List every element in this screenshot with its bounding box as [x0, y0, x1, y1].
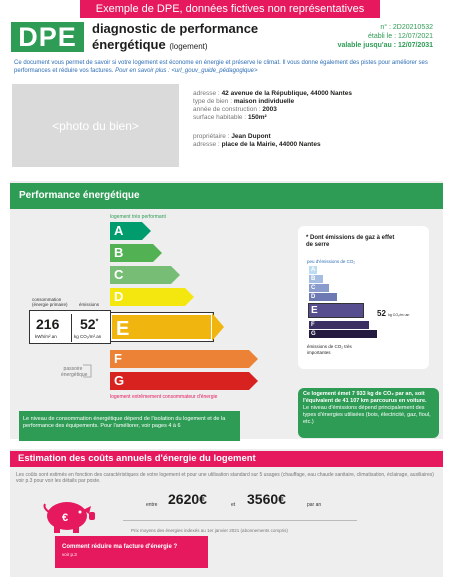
- title-line-1: diagnostic de performance: [92, 21, 259, 36]
- energy-class-e-current: E: [110, 313, 213, 341]
- surface-value: 150m²: [247, 114, 267, 121]
- emissions-value: [80, 316, 98, 332]
- cost-high: 3560€: [247, 491, 286, 507]
- established-date: établi le : 12/07/2021: [368, 33, 433, 40]
- property-details: [193, 90, 352, 149]
- document-number: n° : 2D20210532: [380, 24, 433, 31]
- ges-class-a: A: [311, 267, 316, 273]
- piggy-bank-icon: [39, 498, 97, 539]
- owner-address-label: adresse :: [193, 141, 220, 148]
- owner-label: propriétaire :: [193, 133, 230, 140]
- consumption-value: 216: [36, 316, 60, 332]
- property-photo: <photo du bien>: [12, 84, 179, 167]
- costs-heading: Estimation des coûts annuels d'énergie du logement: [10, 451, 443, 467]
- ges-card: [298, 226, 429, 369]
- passoire-bracket-icon: [83, 364, 123, 378]
- costs-footnote: Prix moyens des énergies indexés au 1er janvier 2021 (abonnements compris): [131, 528, 288, 533]
- owner-value: Jean Dupont: [231, 133, 271, 140]
- intro-text: [14, 59, 440, 75]
- ges-value-number: 52: [377, 309, 386, 318]
- emissions-star: *: [95, 318, 99, 326]
- emissions-note: [298, 388, 439, 438]
- energy-class-c: C: [110, 266, 171, 284]
- performance-heading: Performance énergétique: [10, 183, 443, 209]
- ges-bottom-label: émissions de CO₂ très importantes: [307, 344, 352, 355]
- ges-class-g: G: [309, 330, 377, 338]
- consumption-note: Le niveau de consommation énergétique dépend de l'isolation du logement et de la performance des équipements. Pour l'améliorer, voir pages 4 à 6: [19, 411, 240, 441]
- emissions-number: 52: [80, 316, 96, 332]
- consumption-label: [32, 297, 68, 307]
- consumption-label-1: consommation: [32, 297, 62, 302]
- consumption-divider: [71, 314, 72, 342]
- ges-value-unit: kg CO₂/m².an: [388, 313, 410, 317]
- energy-class-d: D: [110, 288, 185, 306]
- reduce-bill-question: Comment réduire ma facture d'énergie ?: [62, 544, 178, 550]
- emissions-unit: kg CO₂/m².an: [74, 334, 102, 339]
- document-meta: [338, 23, 433, 50]
- passoire-text: passoire énergétique: [61, 366, 88, 378]
- emissions-note-text: Le niveau d'émissions dépend principalement des types d'énergies utilisées (bois, électricité, gaz, fioul, etc.): [303, 405, 431, 425]
- title-line-2: [92, 37, 258, 55]
- consumption-unit: kWh/m².an: [35, 334, 57, 339]
- ges-class-d: D: [309, 293, 337, 301]
- year-label: année de construction :: [193, 106, 261, 113]
- ges-title: * Dont émissions de gaz à effet de serre: [306, 235, 395, 248]
- emissions-note-bold: Ce logement émet 7 933 kg de CO₂ par an, soit l'équivalent de 41 107 km parcourus en voiture.: [303, 391, 427, 404]
- range-and: et: [231, 502, 236, 508]
- costs-intro: Les coûts sont estimés en fonction des caractéristiques de votre logement et pour une utilisation standard sur 5 usages (chauffage, eau chaude sanitaire, climatisation, éclairage, auxiliaires) voir p.3 pour voir les détails par poste.: [16, 472, 434, 484]
- label-very-efficient: logement très performant: [110, 214, 166, 220]
- title-line-2-text: énergétique: [92, 37, 166, 52]
- ges-class-b: B: [309, 275, 323, 283]
- range-between: entre: [146, 502, 158, 508]
- cost-low: 2620€: [168, 491, 207, 507]
- dpe-logo: DPE: [11, 22, 84, 52]
- reduce-bill-page: voir p.3: [62, 552, 77, 557]
- ges-value: [377, 309, 409, 318]
- owner-address-value: place de la Mairie, 44000 Nantes: [221, 141, 321, 148]
- type-value: maison individuelle: [233, 98, 295, 105]
- ges-class-f: F: [309, 321, 369, 329]
- intro-link[interactable]: Pour en savoir plus : <url_gouv_guide_pédagogique>: [115, 68, 258, 74]
- emissions-label: émissions: [79, 302, 100, 307]
- address-label: adresse :: [193, 90, 220, 97]
- document-title: [92, 21, 258, 55]
- example-banner: Exemple de DPE, données fictives non représentatives: [80, 0, 380, 18]
- surface-label: surface habitable :: [193, 114, 247, 121]
- year-value: 2003: [262, 106, 277, 113]
- ges-class-e-current: E: [309, 304, 363, 317]
- intro-body: Ce document vous permet de savoir si votre logement est économe en énergie et préserve le climat. Il vous donne également des pistes pour améliorer ses performances et réduire vos factures.: [14, 60, 428, 74]
- label-very-consuming: logement extrêmement consommateur d'énergie: [110, 394, 218, 400]
- type-label: type de bien :: [193, 98, 233, 105]
- ges-subtitle: peu d'émissions de CO₂: [307, 259, 356, 264]
- energy-class-b: B: [110, 244, 153, 262]
- energy-class-g: G: [110, 372, 249, 390]
- title-suffix: (logement): [169, 42, 208, 51]
- consumption-label-2: (énergie primaire): [32, 302, 68, 307]
- svg-text:€: €: [61, 512, 69, 524]
- energy-class-f: F: [110, 350, 249, 368]
- ges-class-c: C: [309, 284, 329, 292]
- energy-class-a: A: [110, 222, 142, 240]
- address-value: 42 avenue de la République, 44000 Nantes: [221, 90, 352, 97]
- valid-until-date: valable jusqu'au : 12/07/2031: [337, 42, 433, 49]
- reduce-bill-callout[interactable]: [55, 536, 208, 568]
- range-per-year: par an: [307, 502, 322, 508]
- range-underline: [123, 520, 357, 521]
- passoire-energetique: [61, 366, 88, 378]
